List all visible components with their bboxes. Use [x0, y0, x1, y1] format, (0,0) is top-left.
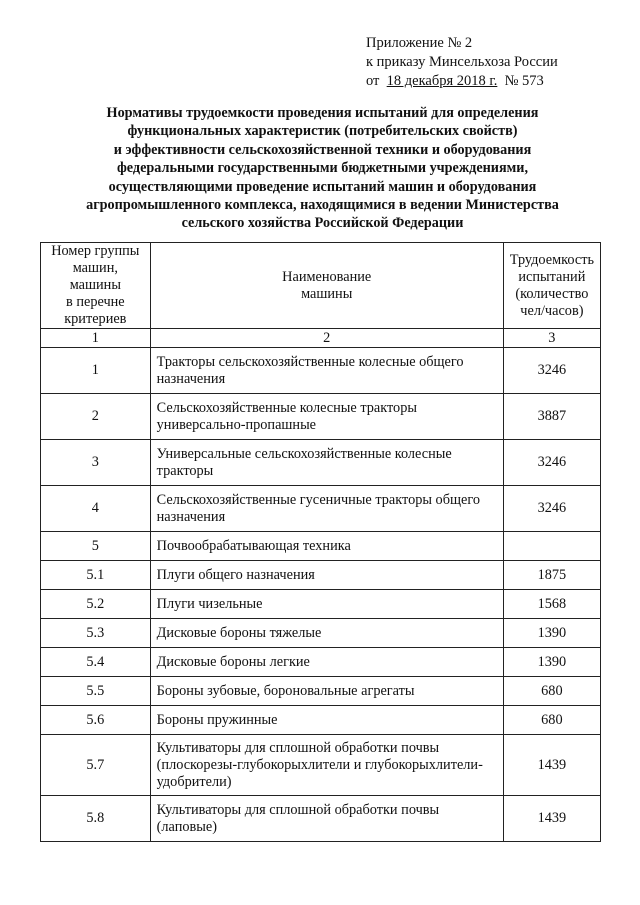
- title-line: осуществляющими проведение испытаний машин и оборудования: [108, 178, 537, 195]
- table-row: [41, 590, 601, 619]
- machine-name: Плуги общего назначения: [150, 561, 503, 590]
- group-number: 5.7: [41, 735, 151, 796]
- annex-line-1: Приложение № 2: [366, 35, 473, 51]
- group-number: 5.5: [41, 677, 151, 706]
- labor-value: 3246: [503, 348, 600, 394]
- column-number: 3: [503, 329, 600, 348]
- group-number: 4: [41, 486, 151, 532]
- group-number: 5.1: [41, 561, 151, 590]
- table-row: [41, 348, 601, 394]
- table-header-row: [41, 243, 601, 329]
- table-row: [41, 648, 601, 677]
- machine-name: Культиваторы для сплошной обработки почвы (лаповые): [150, 796, 503, 842]
- table-row: [41, 735, 601, 796]
- group-number: 5.3: [41, 619, 151, 648]
- title-line: сельского хозяйства Российской Федерации: [181, 215, 464, 232]
- annex-line-3: [366, 72, 558, 91]
- norms-table: [40, 242, 601, 842]
- table-row: [41, 532, 601, 561]
- labor-value: 680: [503, 677, 600, 706]
- group-number: 2: [41, 394, 151, 440]
- header-text: критериев: [64, 311, 127, 327]
- annex-from: от: [366, 73, 380, 89]
- table-row: [41, 440, 601, 486]
- column-number: 1: [41, 329, 151, 348]
- table-row: [41, 706, 601, 735]
- machine-name: Бороны пружинные: [150, 706, 503, 735]
- header-text: (количество: [515, 285, 589, 302]
- labor-value: 1568: [503, 590, 600, 619]
- machine-name: Культиваторы для сплошной обработки почвы (плоскорезы-глубокорыхлители и глубокорыхлители-удобрители): [150, 735, 503, 796]
- title-line: и эффективности сельскохозяйственной техники и оборудования: [113, 141, 532, 158]
- title-line: функциональных характеристик (потребительских свойств): [127, 123, 518, 140]
- labor-value: 1439: [503, 796, 600, 842]
- machine-name: Дисковые бороны легкие: [150, 648, 503, 677]
- column-number-row: [41, 329, 601, 348]
- header-text: испытаний: [518, 268, 586, 285]
- title-line: агропромышленного комплекса, находящимися в ведении Министерства: [86, 197, 559, 214]
- document-title: [40, 104, 605, 233]
- machine-name: Плуги чизельные: [150, 590, 503, 619]
- header-text: машин, машины: [69, 260, 121, 293]
- machine-name: Сельскохозяйственные колесные тракторы универсально-пропашные: [150, 394, 503, 440]
- table-row: [41, 619, 601, 648]
- header-text: Номер группы: [51, 243, 140, 259]
- table-row: [41, 486, 601, 532]
- labor-value: 1439: [503, 735, 600, 796]
- header-text: Трудоемкость: [509, 251, 594, 268]
- labor-value: 1390: [503, 648, 600, 677]
- machine-name: Сельскохозяйственные гусеничные тракторы общего назначения: [150, 486, 503, 532]
- header-machine-name: [150, 243, 503, 329]
- group-number: 5: [41, 532, 151, 561]
- table-row: [41, 796, 601, 842]
- header-text: машины: [301, 285, 353, 302]
- header-text: Наименование: [282, 268, 372, 285]
- table-row: [41, 677, 601, 706]
- labor-value: 3887: [503, 394, 600, 440]
- table-row: [41, 561, 601, 590]
- annex-date: 18 декабря 2018 г.: [386, 73, 498, 89]
- machine-name: Универсальные сельскохозяйственные колесные тракторы: [150, 440, 503, 486]
- labor-value: [503, 532, 600, 561]
- header-labor-intensity: [503, 243, 600, 329]
- group-number: 5.4: [41, 648, 151, 677]
- annex-header: [366, 34, 558, 91]
- machine-name: Дисковые бороны тяжелые: [150, 619, 503, 648]
- machine-name: Бороны зубовые, бороновальные агрегаты: [150, 677, 503, 706]
- annex-number: № 573: [504, 73, 544, 89]
- table-row: [41, 394, 601, 440]
- machine-name: Почвообрабатывающая техника: [150, 532, 503, 561]
- machine-name: Тракторы сельскохозяйственные колесные общего назначения: [150, 348, 503, 394]
- labor-value: 1875: [503, 561, 600, 590]
- column-number: 2: [150, 329, 503, 348]
- title-line: федеральными государственными бюджетными учреждениями,: [116, 160, 529, 177]
- labor-value: 680: [503, 706, 600, 735]
- header-text: чел/часов): [520, 302, 584, 319]
- group-number: 1: [41, 348, 151, 394]
- group-number: 5.8: [41, 796, 151, 842]
- labor-value: 3246: [503, 440, 600, 486]
- annex-line-2: к приказу Минсельхоза России: [366, 54, 558, 70]
- labor-value: 1390: [503, 619, 600, 648]
- group-number: 5.2: [41, 590, 151, 619]
- title-line: Нормативы трудоемкости проведения испытаний для определения: [106, 105, 539, 121]
- header-group-number: [41, 243, 151, 329]
- group-number: 3: [41, 440, 151, 486]
- labor-value: 3246: [503, 486, 600, 532]
- header-text: в перечне: [66, 294, 125, 310]
- group-number: 5.6: [41, 706, 151, 735]
